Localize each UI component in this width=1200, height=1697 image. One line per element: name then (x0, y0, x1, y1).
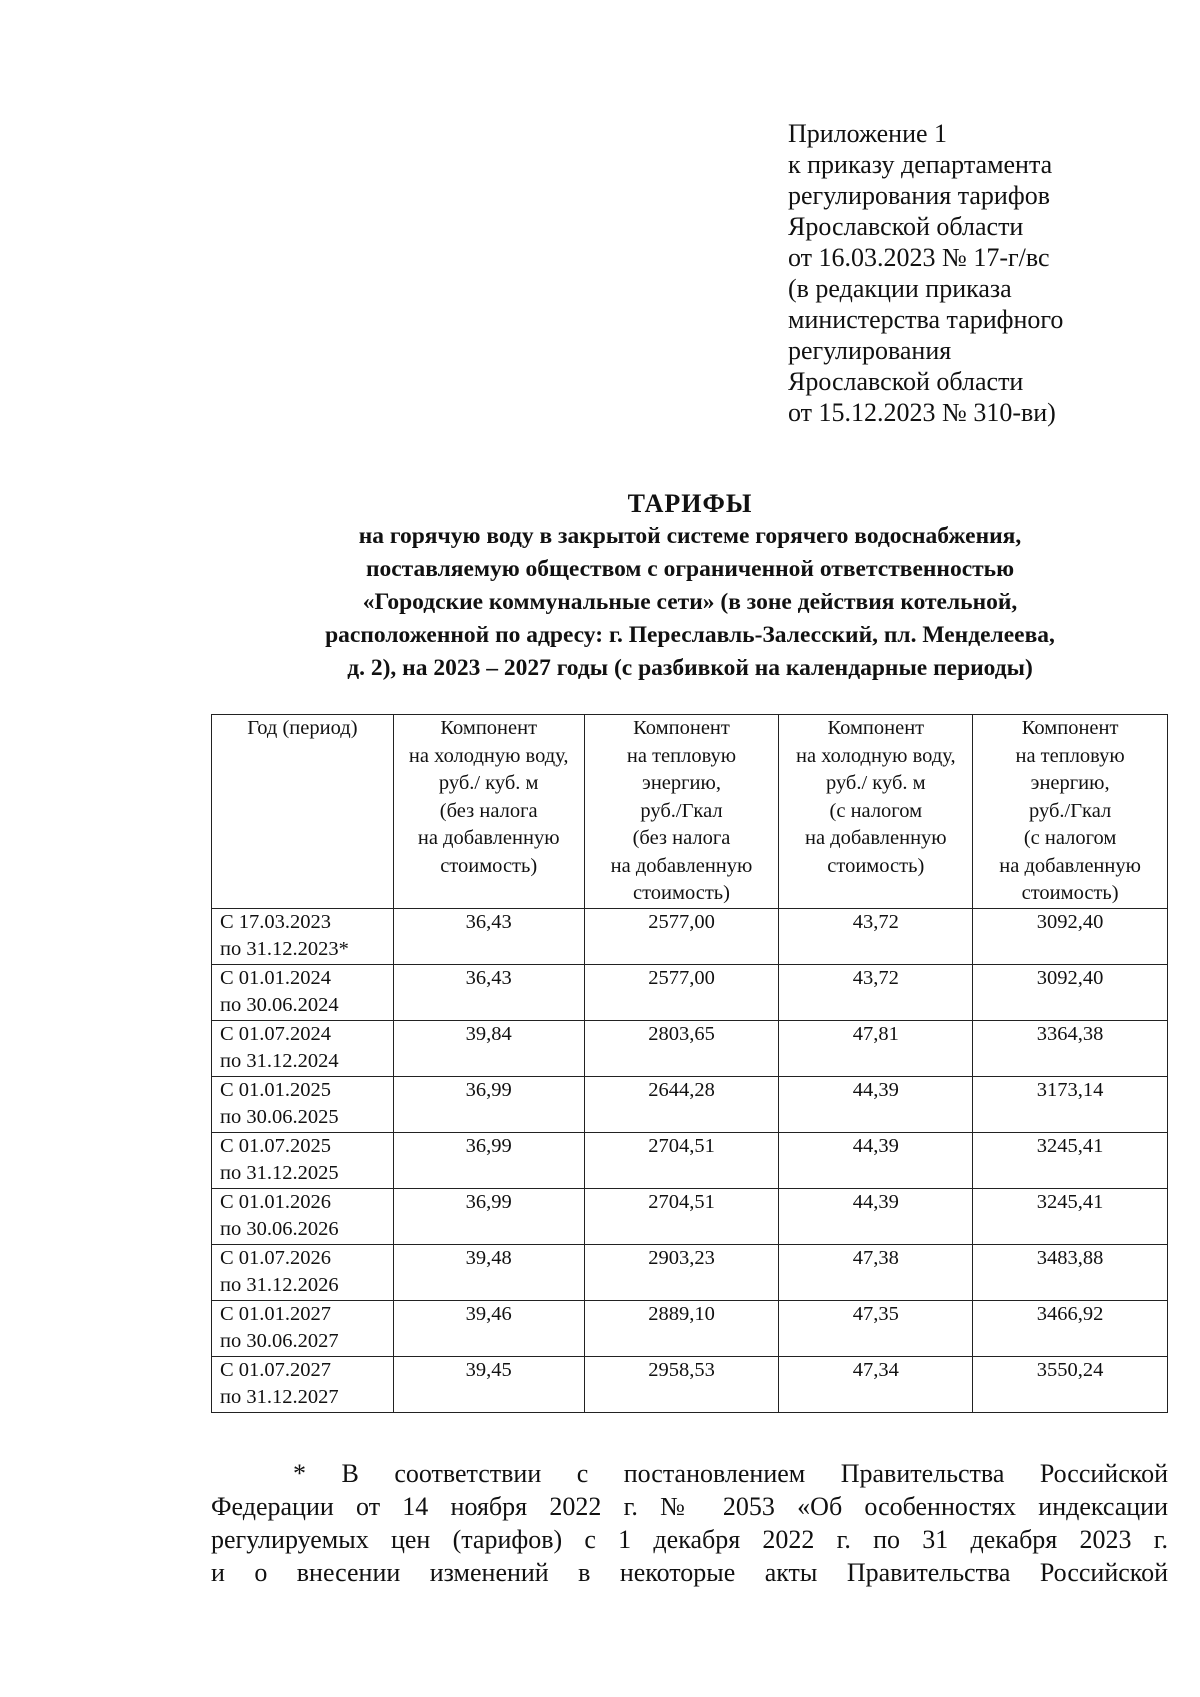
period-cell (212, 1244, 394, 1300)
tariff-value-cell: 2803,65 (584, 1020, 779, 1076)
tariff-value-cell: 44,39 (779, 1076, 973, 1132)
period-line: по 30.06.2027 (220, 1330, 339, 1352)
tariff-value-cell: 43,72 (779, 908, 973, 964)
table-header-line: на добавленную (417, 827, 560, 849)
table-row (212, 1076, 1168, 1132)
tariff-value-cell: 3483,88 (973, 1244, 1168, 1300)
table-row (212, 1356, 1168, 1412)
table-header-line: стоимость) (440, 854, 538, 877)
period-line: С 01.07.2025 (220, 1134, 332, 1157)
footnote-line: * В соответствии с постановлением Правительства Российской (293, 1459, 1168, 1488)
table-header-line: на холодную воду, (408, 744, 569, 767)
period-line: С 17.03.2023 (220, 910, 332, 933)
period-line: по 30.06.2026 (220, 1218, 339, 1240)
tariff-value-cell: 44,39 (779, 1132, 973, 1188)
tariff-value-cell: 39,84 (393, 1020, 584, 1076)
period-line: по 30.06.2025 (220, 1106, 339, 1128)
title-subtitle (190, 520, 1190, 685)
table-header-line: (без налога (632, 827, 731, 849)
period-line: С 01.07.2027 (220, 1358, 332, 1381)
tariff-value-cell: 36,99 (393, 1132, 584, 1188)
tariff-value-cell: 36,43 (393, 964, 584, 1020)
period-line: по 31.12.2024 (220, 1050, 339, 1072)
table-header-line: руб./ куб. м (438, 772, 539, 794)
tariff-value-cell: 3364,38 (973, 1020, 1168, 1076)
table-header-line: на добавленную (610, 854, 753, 877)
footnote-line: Федерации от 14 ноября 2022 г. № 2053 «Об особенностях индексации (211, 1492, 1168, 1521)
table-header-line: стоимость) (827, 854, 925, 877)
period-line: С 01.01.2024 (220, 966, 332, 989)
title-sub-line: на горячую воду в закрытой системе горячего водоснабжения, (358, 523, 1022, 549)
appendix-line: от 15.12.2023 № 310-ви) (788, 398, 1056, 427)
appendix-line: (в редакции приказа (788, 274, 1012, 303)
table-header-line: (с налогом (1023, 827, 1117, 849)
table-header-line: (с налогом (829, 799, 923, 822)
table-row (212, 1020, 1168, 1076)
table-header-line: Компонент (1021, 717, 1119, 739)
table-header-line: на добавленную (804, 827, 947, 849)
appendix-line: министерства тарифного (788, 305, 1064, 334)
appendix-line: от 16.03.2023 № 17-г/вс (788, 243, 1050, 272)
table-header-cell (212, 715, 394, 909)
title-sub-line: д. 2), на 2023 – 2027 годы (с разбивкой на календарные периоды) (347, 655, 1033, 681)
table-header-line: Компонент (440, 717, 538, 739)
table-header-line: руб./Гкал (640, 799, 723, 822)
footnote-line: и о внесении изменений в некоторые акты Правительства Российской (211, 1558, 1168, 1587)
period-line: по 31.12.2023* (220, 938, 349, 960)
table-row (212, 908, 1168, 964)
table-header-line: руб./ куб. м (825, 772, 926, 794)
tariff-value-cell: 47,38 (779, 1244, 973, 1300)
period-line: по 31.12.2026 (220, 1274, 339, 1296)
appendix-line: Ярославской области (788, 212, 1024, 241)
table-header-line: энергию, (642, 772, 721, 794)
tariff-value-cell: 47,35 (779, 1300, 973, 1356)
appendix-line: Приложение 1 (788, 119, 948, 148)
appendix-block (788, 118, 1188, 428)
period-cell (212, 908, 394, 964)
tariff-value-cell: 2577,00 (584, 908, 779, 964)
tariff-value-cell: 2577,00 (584, 964, 779, 1020)
period-line: по 31.12.2025 (220, 1162, 339, 1184)
table-body (212, 908, 1168, 1412)
table-header-line: на тепловую (626, 744, 737, 767)
tariff-value-cell: 3245,41 (973, 1132, 1168, 1188)
appendix-line: к приказу департамента (788, 150, 1053, 179)
tariff-table (211, 714, 1168, 1413)
tariff-value-cell: 2704,51 (584, 1188, 779, 1244)
period-line: С 01.01.2026 (220, 1190, 332, 1213)
table-header-line: на холодную воду, (796, 744, 956, 767)
tariff-value-cell: 3092,40 (973, 964, 1168, 1020)
table-header-line: стоимость) (633, 882, 730, 904)
tariff-value-cell: 2958,53 (584, 1356, 779, 1412)
period-line: С 01.07.2024 (220, 1022, 332, 1045)
tariff-value-cell: 3092,40 (973, 908, 1168, 964)
period-cell (212, 1188, 394, 1244)
tariff-value-cell: 3550,24 (973, 1356, 1168, 1412)
table-row (212, 1132, 1168, 1188)
title-sub-line: «Городские коммунальные сети» (в зоне действия котельной, (362, 589, 1018, 615)
tariff-value-cell: 3173,14 (973, 1076, 1168, 1132)
table-header-line: руб./Гкал (1028, 799, 1112, 822)
tariff-value-cell: 44,39 (779, 1188, 973, 1244)
footnote (211, 1457, 1168, 1589)
tariff-value-cell: 47,34 (779, 1356, 973, 1412)
tariff-value-cell: 2889,10 (584, 1300, 779, 1356)
title-sub-line: расположенной по адресу: г. Переславль-Залесский, пл. Менделеева, (325, 622, 1055, 648)
period-cell (212, 1356, 394, 1412)
table-header-line: стоимость) (1021, 882, 1119, 904)
appendix-line: регулирования тарифов (788, 181, 1050, 210)
appendix-line: регулирования (788, 336, 952, 365)
period-cell (212, 1132, 394, 1188)
table-header-line: на тепловую (1015, 744, 1125, 767)
tariff-value-cell: 36,99 (393, 1076, 584, 1132)
period-line: С 01.01.2025 (220, 1078, 332, 1101)
table-header-cell (779, 715, 973, 909)
tariff-value-cell: 39,46 (393, 1300, 584, 1356)
table-header-line: (без налога (439, 799, 538, 822)
table-header-line: Компонент (633, 717, 730, 739)
appendix-line: Ярославской области (788, 367, 1024, 396)
table-header-row (212, 715, 1168, 909)
table-row (212, 1188, 1168, 1244)
period-cell (212, 1020, 394, 1076)
tariff-value-cell: 39,45 (393, 1356, 584, 1412)
footnote-line: регулируемых цен (тарифов) с 1 декабря 2022 г. по 31 декабря 2023 г. (211, 1525, 1168, 1554)
tariff-value-cell: 2644,28 (584, 1076, 779, 1132)
tariff-value-cell: 36,43 (393, 908, 584, 964)
tariff-value-cell: 39,48 (393, 1244, 584, 1300)
document-title (190, 488, 1190, 685)
period-line: по 30.06.2024 (220, 994, 339, 1016)
table-header-line: на добавленную (999, 854, 1141, 877)
table-header-cell (973, 715, 1168, 909)
tariff-value-cell: 2704,51 (584, 1132, 779, 1188)
table-header-line: Компонент (827, 717, 925, 739)
title-sub-line: поставляемую обществом с ограниченной ответственностью (365, 556, 1015, 582)
table-header-cell (584, 715, 779, 909)
table-header-cell (393, 715, 584, 909)
tariff-value-cell: 3245,41 (973, 1188, 1168, 1244)
table-header-line: Год (период) (247, 717, 358, 739)
period-line: С 01.01.2027 (220, 1302, 332, 1325)
tariff-value-cell: 36,99 (393, 1188, 584, 1244)
period-cell (212, 964, 394, 1020)
tariff-value-cell: 2903,23 (584, 1244, 779, 1300)
period-line: по 31.12.2027 (220, 1386, 339, 1408)
period-cell (212, 1300, 394, 1356)
table-row (212, 1244, 1168, 1300)
period-line: С 01.07.2026 (220, 1246, 332, 1269)
tariff-value-cell: 43,72 (779, 964, 973, 1020)
table-row (212, 1300, 1168, 1356)
title-main: ТАРИФЫ (627, 489, 753, 518)
table-row (212, 964, 1168, 1020)
tariff-value-cell: 47,81 (779, 1020, 973, 1076)
tariff-value-cell: 3466,92 (973, 1300, 1168, 1356)
period-cell (212, 1076, 394, 1132)
table-header-line: энергию, (1030, 772, 1110, 794)
